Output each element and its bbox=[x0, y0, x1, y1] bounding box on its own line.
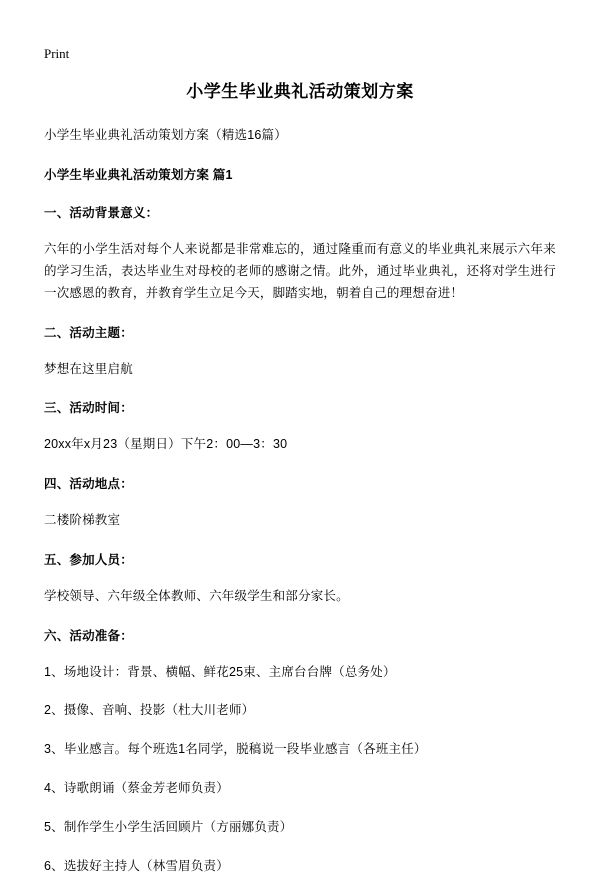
section-heading-time: 三、活动时间： bbox=[44, 401, 133, 416]
section-heading-theme: 二、活动主题： bbox=[44, 325, 133, 340]
document-subtitle: 小学生毕业典礼活动策划方案（精选16篇） bbox=[44, 128, 287, 143]
paragraph-participants-text: 学校领导、六年级全体教师、六年级学生和部分家长。 bbox=[44, 588, 349, 603]
list-item: 4、诗歌朗诵（蔡金芳老师负责） bbox=[44, 781, 229, 796]
paragraph-background-text: 六年的小学生活对每个人来说都是非常难忘的，通过隆重而有意义的毕业典礼来展示六年来的学习生活，表达毕业生对母校的老师的感谢之情。此外，通过毕业典礼，还将对学生进行一次感恩的教育，并教育学生立足今天，脚踏实地，朝着自己的理想奋进！ bbox=[44, 242, 556, 300]
section-heading-location: 四、活动地点： bbox=[44, 477, 133, 492]
list-item: 2、摄像、音响、投影（杜大川老师） bbox=[44, 703, 255, 718]
list-item: 3、毕业感言。每个班选1名同学，脱稿说一段毕业感言（各班主任） bbox=[44, 742, 427, 757]
list-item: 6、选拔好主持人（林雪眉负责） bbox=[44, 858, 229, 873]
print-button[interactable]: Print bbox=[44, 46, 70, 61]
section-heading-participants: 五、参加人员： bbox=[44, 552, 133, 567]
paragraph-location-text: 二楼阶梯教室 bbox=[44, 513, 121, 528]
section-heading-background: 一、活动背景意义： bbox=[44, 206, 159, 221]
paragraph-theme-text: 梦想在这里启航 bbox=[44, 361, 133, 376]
list-item: 1、场地设计：背景、横幅、鲜花25束、主席台台牌（总务处） bbox=[44, 664, 396, 679]
list-item: 5、制作学生小学生活回顾片（方丽娜负责） bbox=[44, 820, 293, 835]
paragraph-time-text: 20xx年x月23（星期日）下午2：00—3：30 bbox=[44, 437, 288, 452]
section-heading-preparation: 六、活动准备： bbox=[44, 628, 133, 643]
document-section-title: 小学生毕业典礼活动策划方案 篇1 bbox=[44, 168, 233, 183]
page-title: 小学生毕业典礼活动策划方案 bbox=[186, 81, 414, 101]
